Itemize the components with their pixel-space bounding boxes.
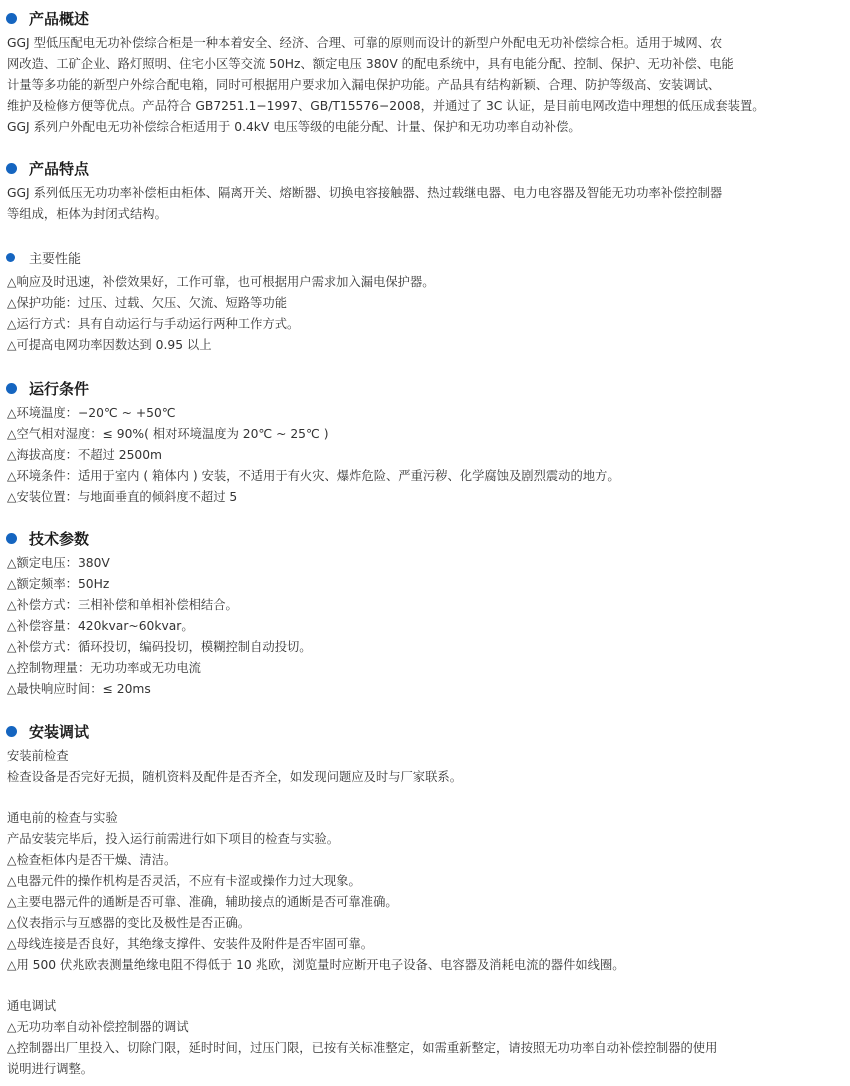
text-line: 计量等多功能的新型户外综合配电箱，同时可根据用户要求加入漏电保护功能。产品具有结构新颖、合理、防护等级高、安装调试、: [7, 78, 721, 92]
list-item: △可提高电网功率因数达到 0.95 以上: [7, 338, 212, 352]
list-item: △主要电器元件的通断是否可靠、准确，辅助接点的通断是否可靠准确。: [7, 895, 398, 909]
text-line: GGJ 系列户外配电无功补偿综合柜适用于 0.4kV 电压等级的电能分配、计量、保护和无功功率自动补偿。: [7, 120, 581, 134]
performance-list: [7, 272, 839, 356]
list-item: △海拔高度：不超过 2500m: [7, 448, 163, 462]
subheading: 安装前检查: [7, 749, 69, 763]
list-item: △用 500 伏兆欧表测量绝缘电阻不得低于 10 兆欧，浏览量时应断开电子设备、电容器及消耗电流的器件如线圈。: [7, 958, 625, 972]
list-item: △补偿方式：三相补偿和单相补偿相结合。: [7, 598, 238, 612]
list-item: △仪表指示与互感器的变比及极性是否正确。: [7, 916, 251, 930]
bullet-circle-icon: [6, 163, 17, 174]
section-heading-overview: [6, 8, 89, 29]
section-heading-conditions: [6, 378, 89, 399]
section-title: 技术参数: [29, 530, 90, 548]
text-line: 网改造、工矿企业、路灯照明、住宅小区等交流 50Hz、额定电压 380V 的配电系统中，具有电能分配、控制、保护、无功补偿、电能: [7, 57, 734, 71]
list-item: △控制物理量：无功功率或无功电流: [7, 661, 201, 675]
installation-power-check: [7, 808, 839, 976]
list-item: △环境温度：−20℃ ~ +50℃: [7, 406, 176, 420]
text-line: 产品安装完毕后，投入运行前需进行如下项目的检查与实验。: [7, 832, 340, 846]
section-heading-features: [6, 158, 89, 179]
section-heading-performance: [6, 248, 81, 267]
bullet-circle-icon: [6, 726, 17, 737]
list-item: △额定频率：50Hz: [7, 577, 110, 591]
text-line: 检查设备是否完好无损，随机资料及配件是否齐全，如发现问题应及时与厂家联系。: [7, 770, 462, 784]
section-heading-specs: [6, 528, 89, 549]
list-item: △响应及时迅速，补偿效果好，工作可靠，也可根据用户需求加入漏电保护器。: [7, 275, 435, 289]
section-title: 主要性能: [29, 252, 82, 267]
bullet-circle-icon: [6, 533, 17, 544]
list-item: △补偿方式：循环投切，编码投切，模糊控制自动投切。: [7, 640, 312, 654]
text-line: 说明进行调整。: [7, 1062, 94, 1076]
list-item: △最快响应时间：≤ 20ms: [7, 682, 151, 696]
list-item: △运行方式：具有自动运行与手动运行两种工作方式。: [7, 317, 300, 331]
conditions-list: [7, 403, 839, 508]
section-title: 运行条件: [29, 380, 90, 398]
section-heading-installation: [6, 721, 89, 742]
list-item: △额定电压：380V: [7, 556, 110, 570]
subheading: 通电调试: [7, 999, 57, 1013]
text-line: 维护及检修方便等优点。产品符合 GB7251.1−1997、GB/T15576−2008，并通过了 3C 认证，是目前电网改造中理想的低压成套装置。: [7, 99, 765, 113]
list-item: △控制器出厂里投入、切除门限，延时时间，过压门限，已按有关标准整定，如需重新整定，请按照无功功率自动补偿控制器的使用: [7, 1041, 718, 1055]
installation-precheck: [7, 746, 839, 788]
list-item: △电器元件的操作机构是否灵活，不应有卡涩或操作力过大现象。: [7, 874, 361, 888]
bullet-circle-icon: [6, 253, 15, 262]
overview-paragraph: [7, 33, 839, 138]
bullet-circle-icon: [6, 13, 17, 24]
list-item: △母线连接是否良好，其绝缘支撑件、安装件及附件是否牢固可靠。: [7, 937, 374, 951]
text-line: 等组成，柜体为封闭式结构。: [7, 207, 167, 221]
subheading: 通电前的检查与实验: [7, 811, 118, 825]
list-item: △检查柜体内是否干燥、清洁。: [7, 853, 177, 867]
list-item: △安装位置：与地面垂直的倾斜度不超过 5: [7, 490, 238, 504]
list-item: △保护功能：过压、过载、欠压、欠流、短路等功能: [7, 296, 287, 310]
section-title: 产品概述: [29, 10, 90, 28]
bullet-circle-icon: [6, 383, 17, 394]
text-line: GGJ 型低压配电无功补偿综合柜是一种本着安全、经济、合理、可靠的原则而设计的新型户外配电无功补偿综合柜。适用于城网、农: [7, 36, 723, 50]
section-title: 安装调试: [29, 723, 90, 741]
list-item: △环境条件：适用于室内 ( 箱体内 ) 安装，不适用于有火灾、爆炸危险、严重污秽、化学腐蚀及剧烈震动的地方。: [7, 469, 620, 483]
list-item: △空气相对湿度：≤ 90%( 相对环境温度为 20℃ ~ 25℃ ): [7, 427, 329, 441]
specs-list: [7, 553, 839, 700]
features-paragraph: [7, 183, 839, 225]
section-title: 产品特点: [29, 160, 90, 178]
text-line: GGJ 系列低压无功功率补偿柜由柜体、隔离开关、熔断器、切换电容接触器、热过载继电器、电力电容器及智能无功功率补偿控制器: [7, 186, 723, 200]
list-item: △无功功率自动补偿控制器的调试: [7, 1020, 189, 1034]
installation-debug: [7, 996, 839, 1080]
list-item: △补偿容量：420kvar~60kvar。: [7, 619, 194, 633]
